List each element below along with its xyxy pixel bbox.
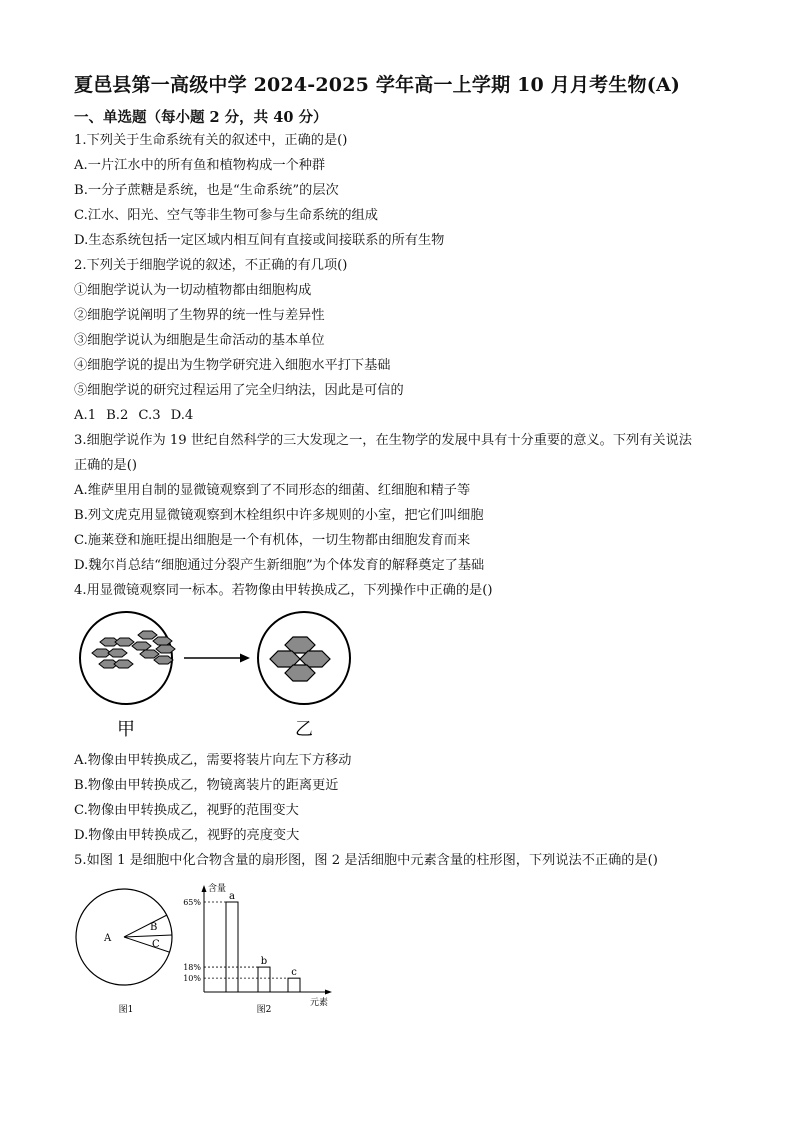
q2-statement-2: ②细胞学说阐明了生物界的统一性与差异性 [74, 308, 325, 323]
x-axis-arrow-icon [325, 990, 332, 995]
q1-option-b: B.一分子蔗糖是系统，也是“生命系统”的层次 [74, 183, 339, 198]
q5-stem: 5.如图 1 是细胞中化合物含量的扇形图，图 2 是活细胞中元素含量的柱形图，下列说法不正确的是() [74, 853, 658, 868]
q2-option-b: B.2 [106, 408, 129, 423]
microscope-view-figure [74, 608, 364, 744]
q2-statement-3: ③细胞学说认为细胞是生命活动的基本单位 [74, 333, 325, 348]
figure2-caption: 图2 [256, 1005, 272, 1015]
q1-option-c: C.江水、阳光、空气等非生物可参与生命系统的组成 [74, 208, 378, 223]
y-axis-label: 含量 [208, 884, 227, 894]
q3-option-c: C.施莱登和施旺提出细胞是一个有机体，一切生物都由细胞发育而来 [74, 533, 471, 548]
q1-option-a: A.一片江水中的所有鱼和植物构成一个种群 [74, 158, 326, 173]
bar-c [288, 978, 300, 992]
q2-option-c: C.3 [138, 408, 161, 423]
y-axis-arrow-icon [202, 885, 207, 892]
x-axis-label: 元素 [310, 998, 329, 1008]
q2-options [74, 407, 203, 425]
label-yi: 乙 [295, 719, 313, 740]
q2-option-d: D.4 [170, 408, 194, 423]
section-heading: 一、单选题（每小题 2 分，共 40 分） [74, 109, 328, 126]
q3-stem-line1: 3.细胞学说作为 19 世纪自然科学的三大发现之一，在生物学的发展中具有十分重要的意义。下列有关说法 [74, 433, 692, 448]
q2-statement-4: ④细胞学说的提出为生物学研究进入细胞水平打下基础 [74, 358, 391, 373]
q5-figures [74, 880, 364, 1020]
q2-stem: 2.下列关于细胞学说的叙述，不正确的有几项() [74, 258, 348, 273]
q4-option-b: B.物像由甲转换成乙，物镜离装片的距离更近 [74, 778, 339, 793]
bar-label-a: a [229, 891, 235, 902]
bar-b [258, 967, 270, 992]
figure1-caption: 图1 [118, 1005, 134, 1015]
q1-option-d: D.生态系统包括一定区域内相互间有直接或间接联系的所有生物 [74, 233, 445, 248]
q4-option-c: C.物像由甲转换成乙，视野的范围变大 [74, 803, 299, 818]
document-title: 夏邑县第一高级中学 2024-2025 学年高一上学期 10 月月考生物(A) [74, 74, 681, 96]
y-tick-label: 65% [183, 898, 201, 907]
label-jia: 甲 [117, 719, 135, 740]
q4-option-d: D.物像由甲转换成乙，视野的亮度变大 [74, 828, 300, 843]
bar-chart-figure2 [183, 882, 332, 1015]
q3-option-a: A.维萨里用自制的显微镜观察到了不同形态的细菌、红细胞和精子等 [74, 483, 471, 498]
bar-label-b: b [260, 956, 268, 968]
q2-option-a: A.1 [74, 408, 97, 423]
pie-label-c: C [152, 939, 160, 950]
bar-label-c: c [291, 967, 297, 979]
arrow-head-icon [240, 654, 250, 663]
q4-stem: 4.用显微镜观察同一标本。若物像由甲转换成乙，下列操作中正确的是() [74, 583, 493, 598]
q2-statement-5: ⑤细胞学说的研究过程运用了完全归纳法，因此是可信的 [74, 383, 404, 398]
q2-statement-1: ①细胞学说认为一切动植物都由细胞构成 [74, 283, 312, 298]
pie-label-a: A [104, 933, 112, 944]
q4-option-a: A.物像由甲转换成乙，需要将装片向左下方移动 [74, 753, 352, 768]
pie-label-b: B [150, 922, 158, 933]
y-tick-label: 10% [183, 974, 201, 984]
pie-chart-figure1 [76, 889, 172, 1015]
y-tick-label: 18% [183, 963, 201, 973]
q3-option-b: B.列文虎克用显微镜观察到木栓组织中许多规则的小室，把它们叫细胞 [74, 508, 484, 523]
q1-stem: 1.下列关于生命系统有关的叙述中，正确的是() [74, 133, 348, 148]
q3-option-d: D.魏尔肖总结“细胞通过分裂产生新细胞”为个体发育的解释奠定了基础 [74, 558, 485, 573]
q3-stem-line2: 正确的是() [74, 458, 138, 473]
